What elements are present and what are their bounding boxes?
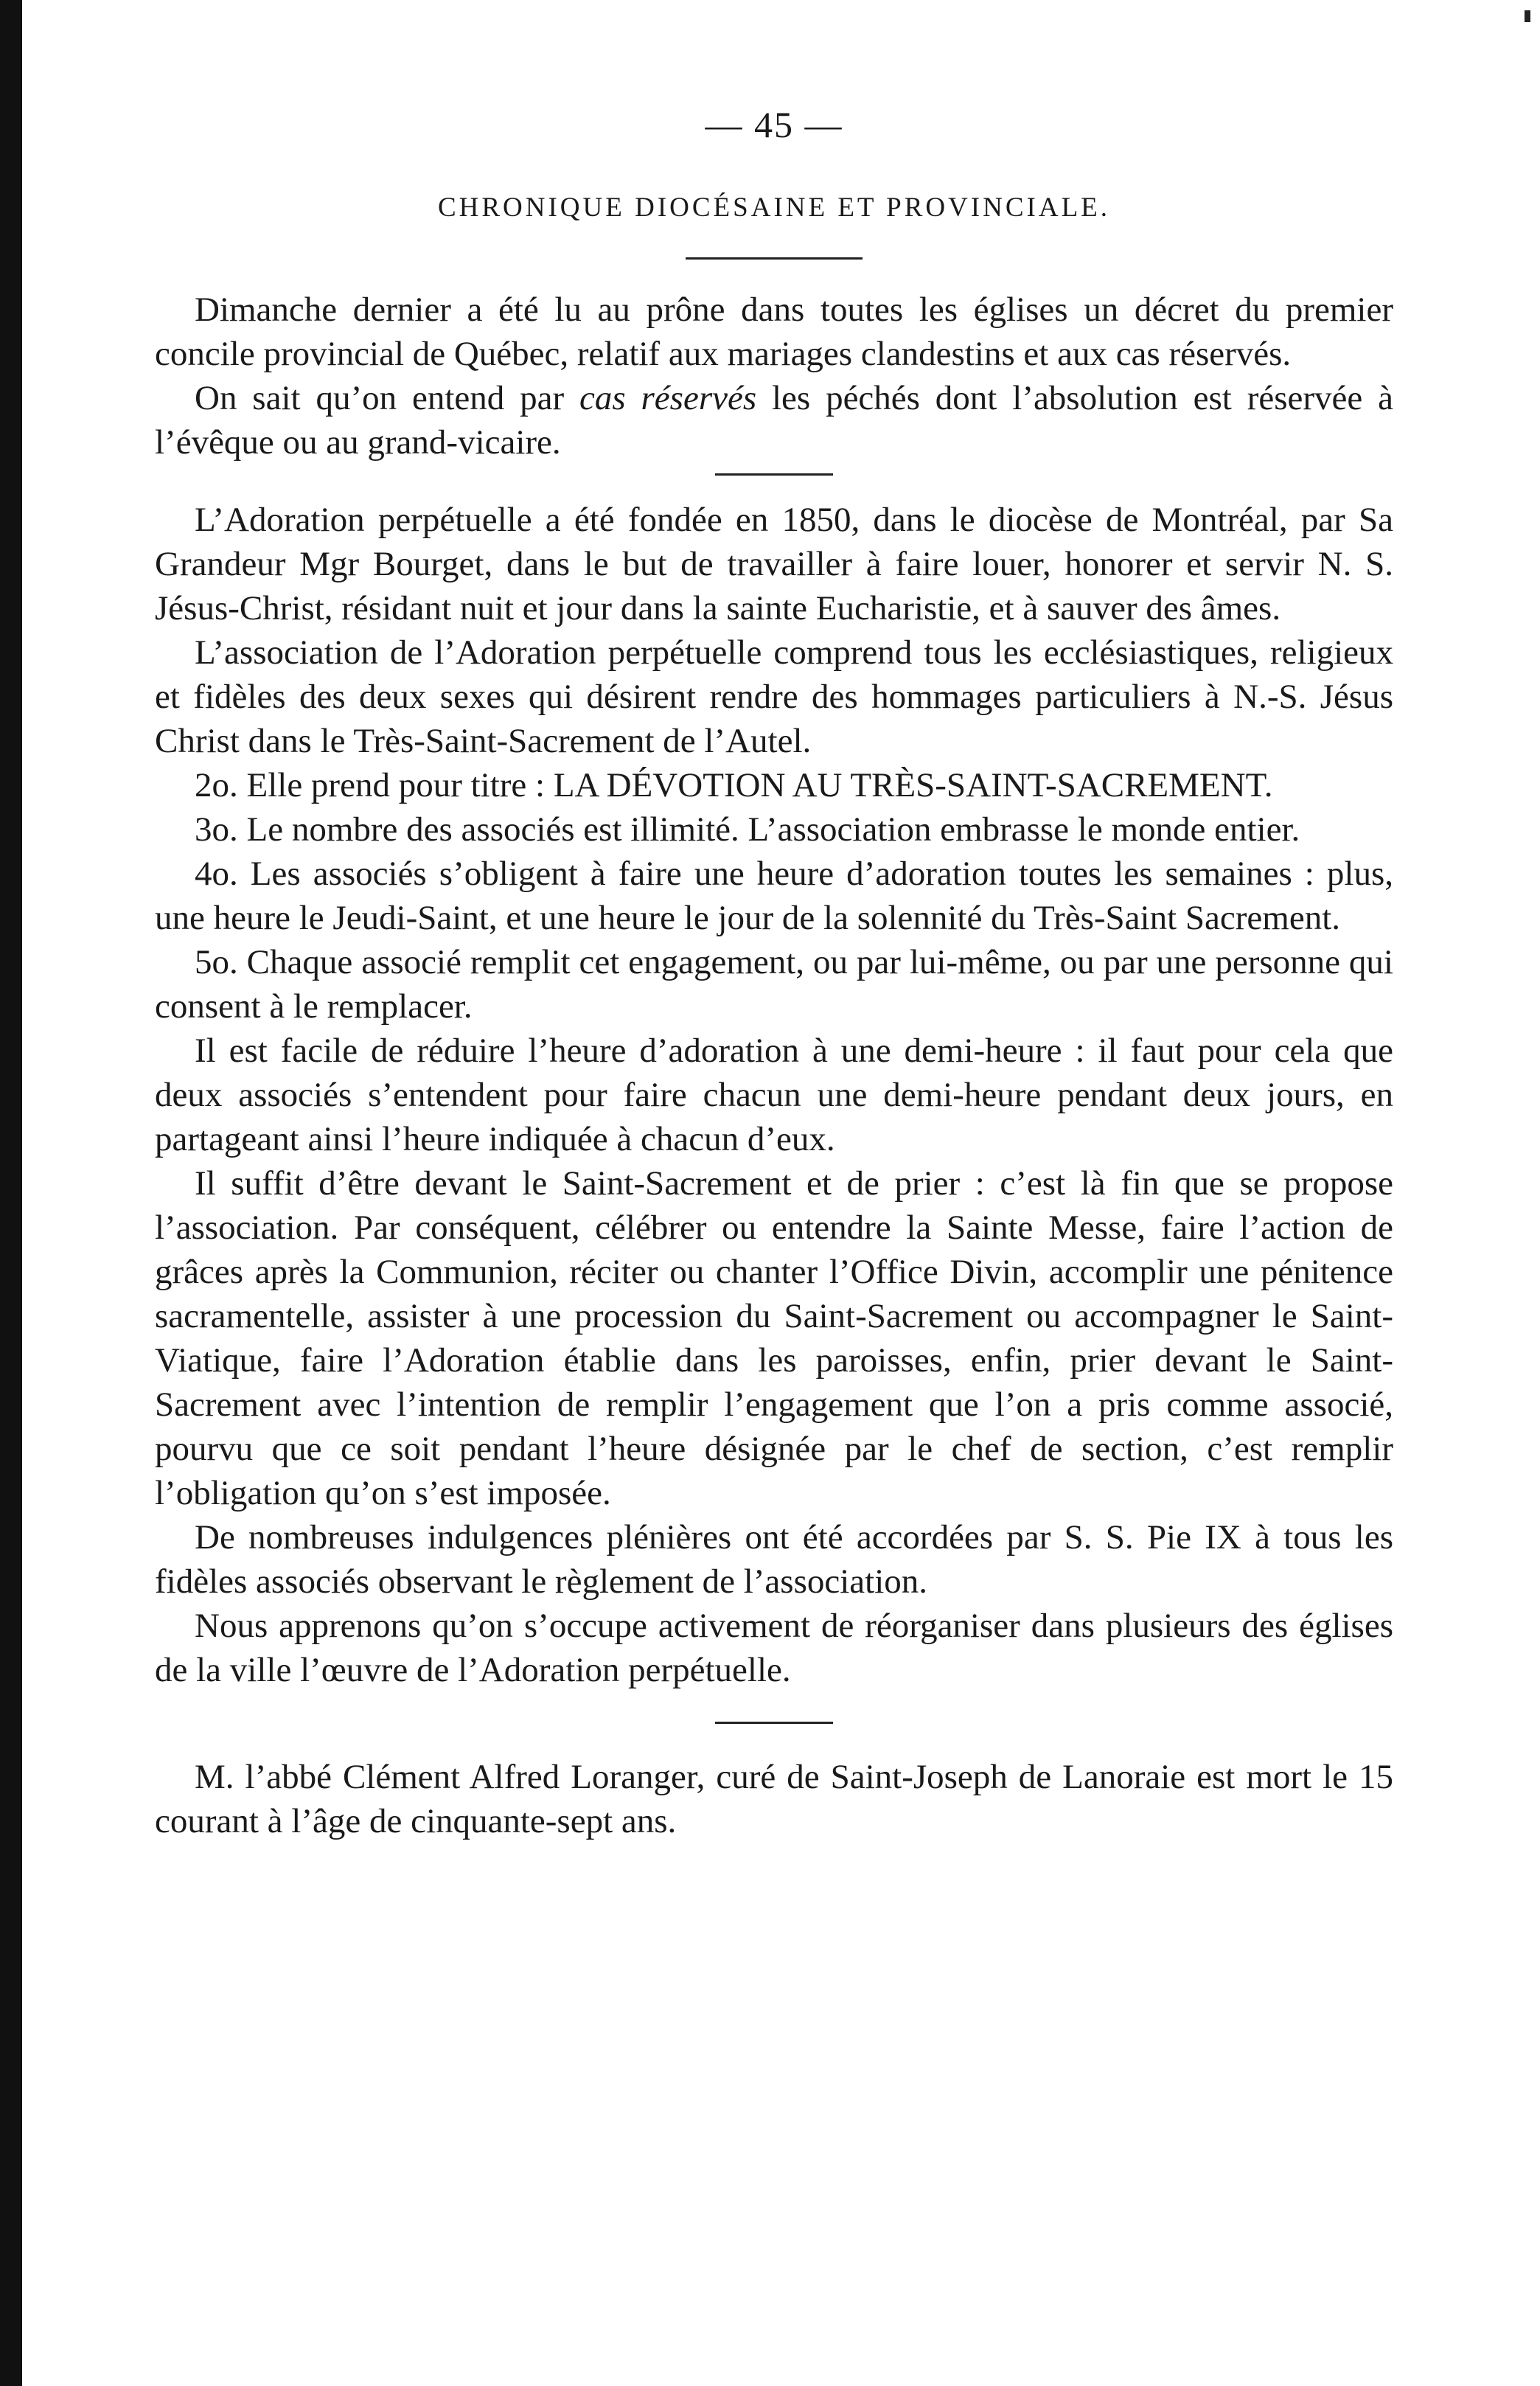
emphasis-text: cas réservés (579, 379, 757, 417)
paragraph-article-2: 2o. Elle prend pour titre : LA DÉVOTION AU TRÈS-SAINT-SACREMENT. (195, 766, 1273, 804)
paragraph-adoration: L’Adoration perpétuelle a été fondée en 1850, dans le diocèse de Montréal, par Sa Grandeur Mgr Bourget, dans le but de travailler à faire louer, honorer et servir N. S. Jésus-Christ, résidant nuit et jour dans la sainte Eucharistie, et à sauver des âmes. (155, 501, 1393, 627)
paragraph-association: L’association de l’Adoration perpétuelle comprend tous les ecclésiastiques, religieux et fidèles des deux sexes qui désirent rendre des hommages particuliers à N.-S. Jésus Christ dans le Très-Saint-Sacrement de l’Autel. (155, 633, 1393, 760)
paragraph-text: On sait qu’on entend par (195, 379, 579, 417)
paragraph-article-3: 3o. Le nombre des associés est illimité. L’association embrasse le monde entier. (195, 810, 1300, 849)
scan-mark (1525, 10, 1530, 22)
paragraph-reorganiser: Nous apprenons qu’on s’occupe activement de réorganiser dans plusieurs des églises de la ville l’œuvre de l’Adoration perpétuelle. (155, 1607, 1393, 1689)
paragraph-demi-heure: Il est facile de réduire l’heure d’adoration à une demi-heure : il faut pour cela que deux associés s’entendent pour faire chacun une demi-heure pendant deux jours, en partageant ainsi l’heure indiquée à chacun d’eux. (155, 1032, 1393, 1158)
paragraph-obituary: M. l’abbé Clément Alfred Loranger, curé de Saint-Joseph de Lanoraie est mort le 15 courant à l’âge de cinquante-sept ans. (155, 1758, 1393, 1840)
paragraph-cas-reserves (155, 376, 1393, 465)
divider-rule (715, 1722, 833, 1724)
paragraph-article-4: 4o. Les associés s’obligent à faire une heure d’adoration toutes les semaines : plus, une heure le Jeudi-Saint, et une heure le jour de la solennité du Très-Saint Sacrement. (155, 855, 1393, 937)
divider-rule (686, 257, 863, 260)
paragraph-article-5: 5o. Chaque associé remplit cet engagement, ou par lui-même, ou par une personne qui consent à le remplacer. (155, 943, 1393, 1026)
paragraph-suffit: Il suffit d’être devant le Saint-Sacrement et de prier : c’est là fin que se propose l’association. Par conséquent, célébrer ou entendre la Sainte Messe, faire l’action de grâces après la Communion, réciter ou chanter l’Office Divin, accomplir une pénitence sacramentelle, assister à une procession du Saint-Sacrement ou accompagner le Saint-Viatique, faire l’Adoration établie dans les paroisses, enfin, prier devant le Saint-Sacrement avec l’intention de remplir l’engagement que l’on a pris comme associé, pourvu que ce soit pendant l’heure désignée par le chef de section, c’est remplir l’obligation qu’on s’est imposée. (155, 1164, 1393, 1512)
page-number: — 45 — (705, 104, 843, 145)
section-title: CHRONIQUE DIOCÉSAINE ET PROVINCIALE. (437, 192, 1111, 223)
scan-border (0, 0, 22, 2386)
divider-rule (715, 473, 833, 476)
paragraph-decret: Dimanche dernier a été lu au prône dans toutes les églises un décret du premier concile provincial de Québec, relatif aux mariages clandestins et aux cas réservés. (155, 291, 1393, 373)
document-page (155, 103, 1393, 1843)
paragraph-indulgences: De nombreuses indulgences plénières ont été accordées par S. S. Pie IX à tous les fidèles associés observant le règlement de l’association. (155, 1518, 1393, 1601)
paragraph-text: les péchés dont l’absolution est réservée à l’évêque ou au grand-vicaire. (155, 379, 1393, 462)
